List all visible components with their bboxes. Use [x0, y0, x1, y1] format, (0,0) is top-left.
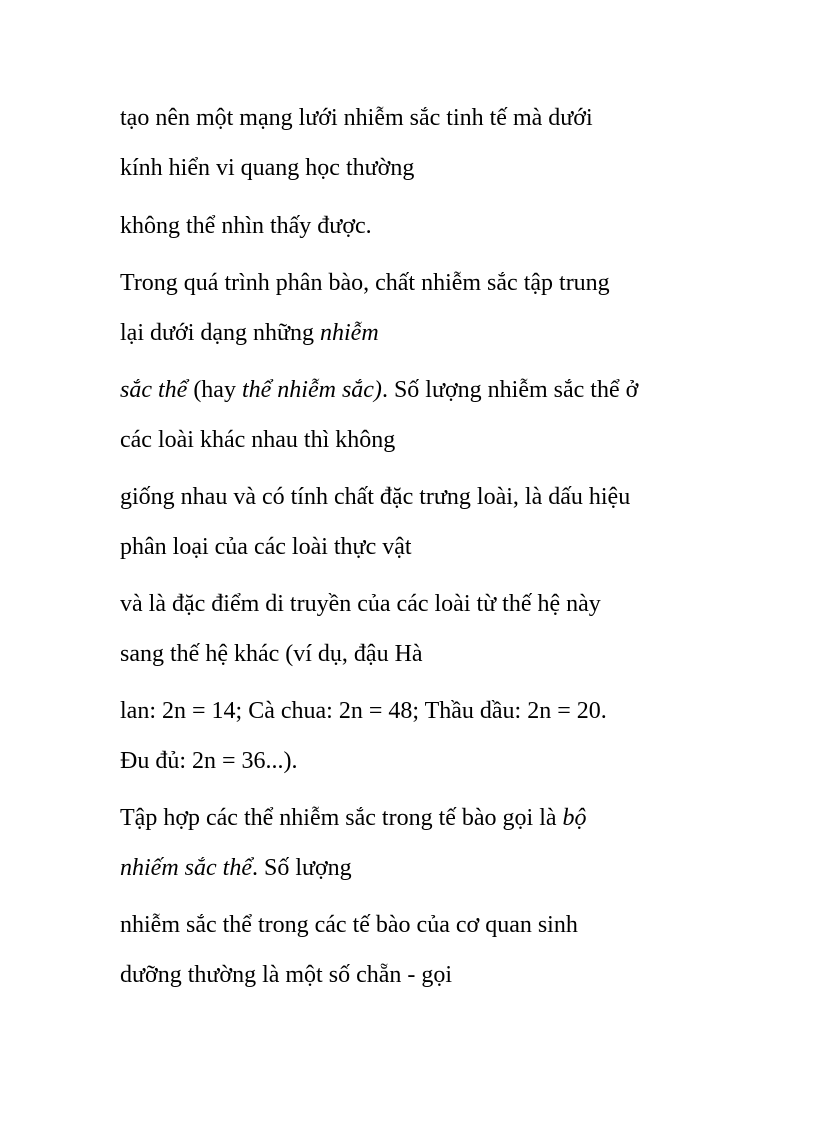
- text-line-5: [120, 318, 379, 348]
- text-span: các loài khác nhau thì không: [120, 427, 396, 453]
- text-span: kính hiển vi quang học thường: [120, 155, 415, 181]
- italic-term: bộ: [562, 805, 587, 831]
- text-span: Trong quá trình phân bào, chất nhiễm sắc tập trung: [120, 270, 610, 296]
- text-line-8: [120, 482, 630, 512]
- text-span: và là đặc điểm di truyền của các loài từ thế hệ này: [120, 591, 601, 617]
- text-span: . Số lượng: [251, 855, 352, 881]
- italic-term: thể nhiễm sắc): [241, 377, 382, 403]
- italic-term: nhiếm sắc thể: [120, 855, 252, 881]
- text-line-17: [120, 960, 452, 990]
- text-span: . Số lượng nhiễm sắc thể ở: [381, 377, 639, 403]
- text-span: dưỡng thường là một số chẵn - gọi: [120, 962, 453, 988]
- text-span: lại dưới dạng những: [120, 320, 321, 346]
- text-line-10: [120, 589, 601, 619]
- text-line-16: [120, 910, 578, 940]
- text-line-12: [120, 696, 607, 726]
- italic-term: sắc thể: [120, 377, 188, 403]
- italic-term: nhiễm: [320, 320, 379, 346]
- text-line-7: [120, 425, 395, 455]
- text-span: phân loại của các loài thực vật: [120, 534, 412, 560]
- text-line-14: [120, 803, 587, 833]
- text-line-9: [120, 532, 412, 562]
- text-line-2: [120, 153, 414, 183]
- text-line-15: [120, 853, 352, 883]
- text-span: giống nhau và có tính chất đặc trưng loài, là dấu hiệu: [120, 484, 631, 510]
- text-line-13: [120, 746, 298, 776]
- text-span: Đu đủ: 2n = 36...).: [120, 748, 298, 774]
- text-span: Tập hợp các thể nhiễm sắc trong tế bào gọi là: [120, 805, 563, 831]
- text-line-1: [120, 103, 593, 133]
- text-line-11: [120, 639, 423, 669]
- text-span: không thể nhìn thấy được.: [120, 213, 372, 239]
- text-line-6: [120, 375, 638, 405]
- text-span: lan: 2n = 14; Cà chua: 2n = 48; Thầu dầu: 2n = 20.: [120, 698, 607, 724]
- text-line-3: [120, 211, 372, 241]
- text-span: (hay: [187, 377, 242, 403]
- text-span: tạo nên một mạng lưới nhiễm sắc tinh tế mà dưới: [120, 105, 593, 131]
- text-span: nhiễm sắc thể trong các tế bào của cơ quan sinh: [120, 912, 578, 938]
- text-span: sang thế hệ khác (ví dụ, đậu Hà: [120, 641, 423, 667]
- text-line-4: [120, 268, 610, 298]
